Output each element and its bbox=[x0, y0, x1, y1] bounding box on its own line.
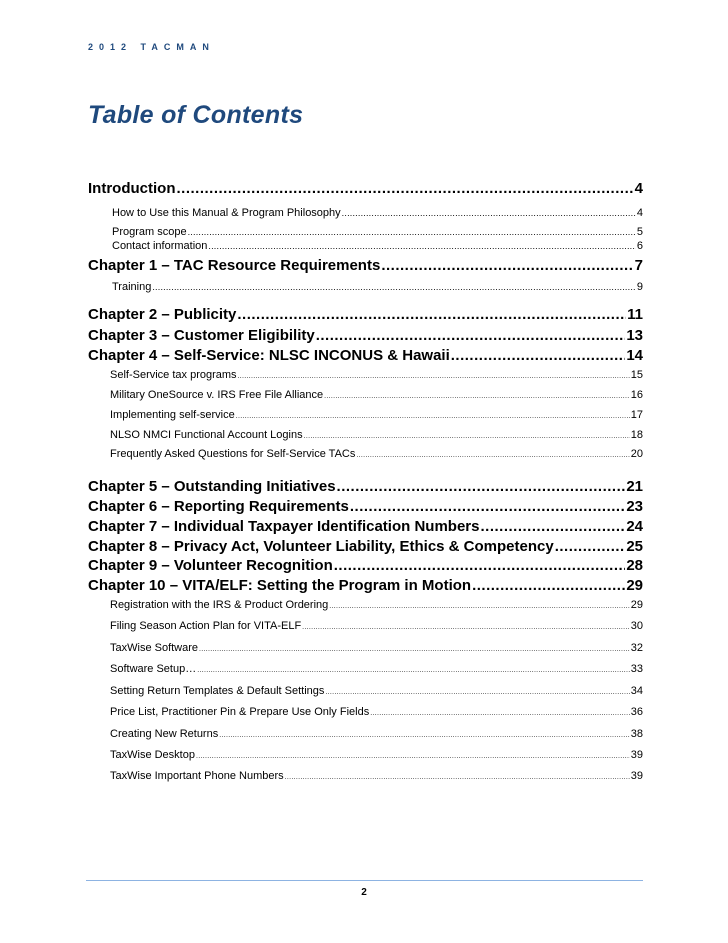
dot-leader bbox=[381, 257, 633, 274]
toc-entry-creating-new-returns[interactable] bbox=[110, 728, 643, 740]
dot-leader bbox=[196, 753, 630, 760]
toc-entry-chapter-10[interactable] bbox=[88, 577, 643, 594]
toc-entry-page: 34 bbox=[630, 685, 643, 697]
page-number: 2 bbox=[361, 887, 367, 898]
toc-entry-page: 9 bbox=[636, 281, 643, 293]
dot-leader bbox=[337, 478, 626, 495]
toc-entry-page: 29 bbox=[626, 577, 643, 594]
dot-leader bbox=[302, 624, 630, 631]
toc-entry-page: 11 bbox=[627, 306, 643, 323]
toc-entry-page: 15 bbox=[630, 369, 643, 381]
toc-entry-page: 4 bbox=[636, 207, 643, 219]
dot-leader bbox=[472, 577, 625, 594]
toc-entry-title: TaxWise Important Phone Numbers bbox=[110, 770, 284, 782]
toc-entry-program-scope[interactable] bbox=[112, 226, 643, 238]
toc-entry-software-setup[interactable] bbox=[110, 663, 643, 675]
toc-entry-filing-season-plan[interactable] bbox=[110, 620, 643, 632]
toc-entry-chapter-3[interactable] bbox=[88, 327, 643, 344]
toc-entry-chapter-5[interactable] bbox=[88, 478, 643, 495]
toc-entry-title: Chapter 9 – Volunteer Recognition bbox=[88, 557, 333, 574]
toc-entry-page: 14 bbox=[626, 347, 643, 364]
toc-entry-chapter-6[interactable] bbox=[88, 498, 643, 515]
toc-entry-title: Chapter 7 – Individual Taxpayer Identification Numbers bbox=[88, 518, 480, 535]
toc-entry-title: NLSO NMCI Functional Account Logins bbox=[110, 429, 303, 441]
toc-entry-page: 4 bbox=[634, 180, 643, 197]
toc-entry-page: 28 bbox=[626, 557, 643, 574]
toc-entry-page: 21 bbox=[626, 478, 643, 495]
toc-entry-taxwise-phone-numbers[interactable] bbox=[110, 770, 643, 782]
toc-entry-title: Chapter 5 – Outstanding Initiatives bbox=[88, 478, 336, 495]
toc-entry-title: Program scope bbox=[112, 226, 187, 238]
toc-entry-title: Software Setup… bbox=[110, 663, 197, 675]
toc-entry-page: 33 bbox=[630, 663, 643, 675]
dot-leader bbox=[480, 518, 625, 535]
running-header: 2012 TACMAN bbox=[88, 42, 215, 52]
dot-leader bbox=[342, 208, 636, 218]
dot-leader bbox=[152, 282, 636, 292]
toc-entry-title: Implementing self-service bbox=[110, 409, 235, 421]
dot-leader bbox=[329, 603, 629, 610]
toc-entry-nlso-nmci[interactable] bbox=[110, 429, 643, 441]
dot-leader bbox=[208, 241, 635, 251]
toc-entry-title: Chapter 10 – VITA/ELF: Setting the Program in Motion bbox=[88, 577, 472, 594]
dot-leader bbox=[356, 452, 629, 459]
toc-entry-page: 5 bbox=[636, 226, 643, 238]
toc-entry-page: 23 bbox=[626, 498, 643, 515]
toc-entry-chapter-8[interactable] bbox=[88, 538, 643, 555]
dot-leader bbox=[316, 327, 626, 344]
toc-entry-page: 18 bbox=[630, 429, 643, 441]
toc-entry-return-templates[interactable] bbox=[110, 685, 643, 697]
toc-entry-title: Chapter 1 – TAC Resource Requirements bbox=[88, 257, 381, 274]
toc-entry-title: Filing Season Action Plan for VITA-ELF bbox=[110, 620, 302, 632]
toc-entry-taxwise-software[interactable] bbox=[110, 642, 643, 654]
dot-leader bbox=[334, 557, 626, 574]
toc-entry-self-service-programs[interactable] bbox=[110, 369, 643, 381]
toc-entry-page: 38 bbox=[630, 728, 643, 740]
toc-entry-page: 30 bbox=[630, 620, 643, 632]
toc-entry-page: 13 bbox=[626, 327, 643, 344]
toc-entry-page: 24 bbox=[626, 518, 643, 535]
toc-entry-title: Chapter 2 – Publicity bbox=[88, 306, 237, 323]
toc-entry-how-to-use[interactable] bbox=[112, 207, 643, 219]
dot-leader bbox=[325, 689, 629, 696]
toc-entry-page: 7 bbox=[634, 257, 643, 274]
dot-leader bbox=[188, 227, 636, 237]
toc-entry-title: Frequently Asked Questions for Self-Service TACs bbox=[110, 448, 356, 460]
toc-entry-title: Introduction bbox=[88, 180, 176, 197]
toc-entry-taxwise-desktop[interactable] bbox=[110, 749, 643, 761]
toc-entry-chapter-2[interactable] bbox=[88, 306, 643, 323]
dot-leader bbox=[238, 373, 630, 380]
toc-entry-title: TaxWise Desktop bbox=[110, 749, 195, 761]
toc-entry-title: Chapter 6 – Reporting Requirements bbox=[88, 498, 349, 515]
toc-entry-title: Creating New Returns bbox=[110, 728, 219, 740]
dot-leader bbox=[176, 180, 633, 197]
toc-entry-chapter-9[interactable] bbox=[88, 557, 643, 574]
dot-leader bbox=[370, 710, 630, 717]
toc-entry-military-onesource[interactable] bbox=[110, 389, 643, 401]
toc-entry-title: Training bbox=[112, 281, 152, 293]
toc-entry-page: 17 bbox=[630, 409, 643, 421]
toc-entry-title: Setting Return Templates & Default Settings bbox=[110, 685, 325, 697]
toc-entry-title: Chapter 3 – Customer Eligibility bbox=[88, 327, 315, 344]
toc-entry-faq-self-service[interactable] bbox=[110, 448, 643, 460]
toc-entry-title: Chapter 8 – Privacy Act, Volunteer Liability, Ethics & Competency bbox=[88, 538, 554, 555]
toc-entry-page: 29 bbox=[630, 599, 643, 611]
toc-entry-title: TaxWise Software bbox=[110, 642, 199, 654]
toc-entry-training[interactable] bbox=[112, 281, 643, 293]
toc-entry-page: 32 bbox=[630, 642, 643, 654]
toc-entry-title: Chapter 4 – Self-Service: NLSC INCONUS & Hawaii bbox=[88, 347, 450, 364]
dot-leader bbox=[304, 433, 630, 440]
toc-entry-chapter-4[interactable] bbox=[88, 347, 643, 364]
toc-entry-title: Self-Service tax programs bbox=[110, 369, 237, 381]
toc-entry-implementing-self-service[interactable] bbox=[110, 409, 643, 421]
toc-entry-page: 6 bbox=[636, 240, 643, 252]
toc-entry-page: 16 bbox=[630, 389, 643, 401]
toc-entry-registration-irs[interactable] bbox=[110, 599, 643, 611]
dot-leader bbox=[199, 646, 630, 653]
toc-entry-introduction[interactable] bbox=[88, 180, 643, 197]
dot-leader bbox=[236, 413, 630, 420]
toc-entry-page: 39 bbox=[630, 749, 643, 761]
dot-leader bbox=[555, 538, 626, 555]
toc-entry-page: 25 bbox=[626, 538, 643, 555]
dot-leader bbox=[324, 393, 630, 400]
dot-leader bbox=[197, 667, 630, 674]
toc-entry-price-list[interactable] bbox=[110, 706, 643, 718]
toc-entry-chapter-7[interactable] bbox=[88, 518, 643, 535]
toc-entry-title: Registration with the IRS & Product Ordering bbox=[110, 599, 329, 611]
toc-entry-title: Price List, Practitioner Pin & Prepare Use Only Fields bbox=[110, 706, 370, 718]
toc-entry-page: 36 bbox=[630, 706, 643, 718]
page-title: Table of Contents bbox=[88, 101, 304, 129]
dot-leader bbox=[451, 347, 626, 364]
toc-entry-title: How to Use this Manual & Program Philosophy bbox=[112, 207, 341, 219]
toc-entry-contact-information[interactable] bbox=[112, 240, 643, 252]
dot-leader bbox=[285, 774, 630, 781]
toc-entry-title: Military OneSource v. IRS Free File Alliance bbox=[110, 389, 324, 401]
toc-entry-title: Contact information bbox=[112, 240, 208, 252]
dot-leader bbox=[237, 306, 626, 323]
toc-entry-page: 39 bbox=[630, 770, 643, 782]
toc-entry-page: 20 bbox=[630, 448, 643, 460]
dot-leader bbox=[219, 732, 630, 739]
toc-entry-chapter-1[interactable] bbox=[88, 257, 643, 274]
dot-leader bbox=[350, 498, 625, 515]
footer-rule bbox=[86, 880, 643, 881]
